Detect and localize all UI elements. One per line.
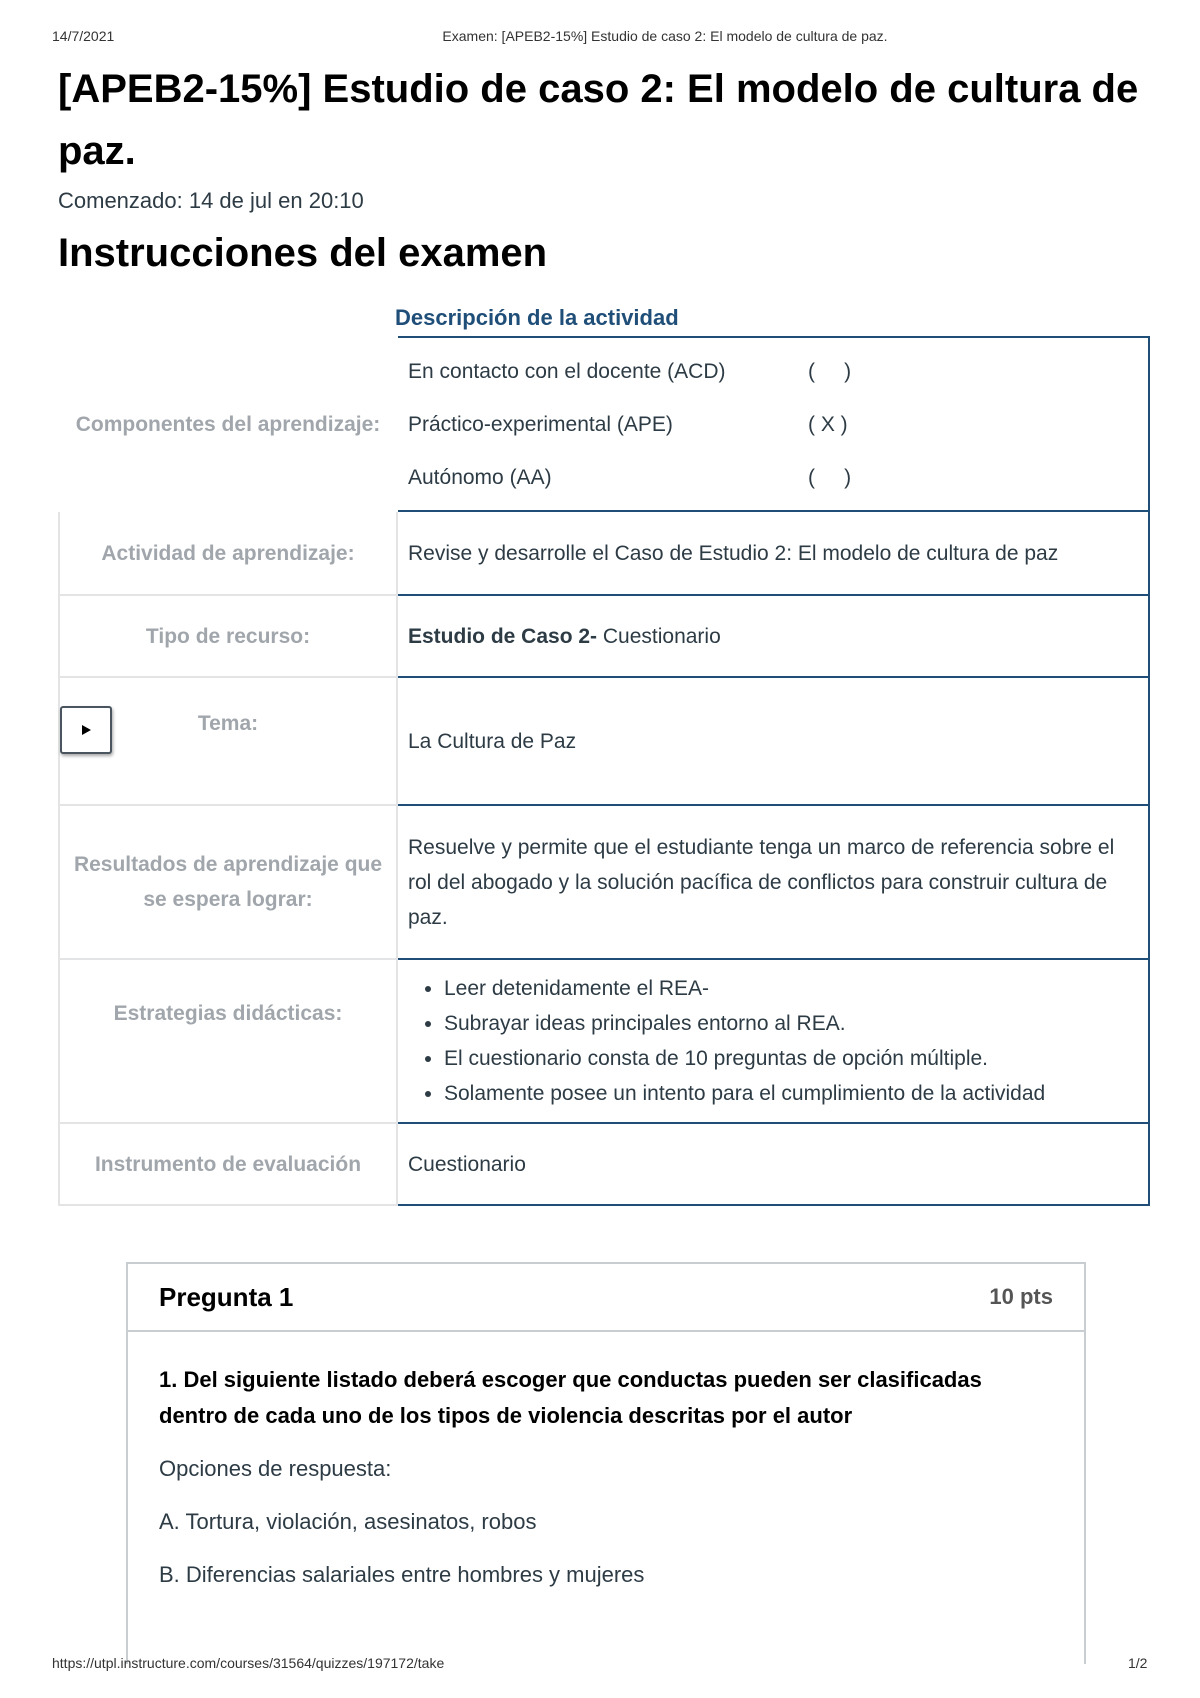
question-body: [128, 1332, 1084, 1593]
component-name: Autónomo (AA): [408, 465, 552, 489]
component-mark: ( ): [808, 465, 852, 489]
table-row: [59, 337, 1149, 511]
question-points: 10 pts: [989, 1284, 1053, 1309]
strategies-label: Estrategias didácticas:: [59, 959, 397, 1123]
started-timestamp: Comenzado: 14 de jul en 20:10: [58, 188, 364, 213]
print-page-number: 1/2: [1128, 1655, 1148, 1671]
play-icon: [79, 723, 93, 737]
instrument-value: Cuestionario: [397, 1123, 1149, 1205]
instrument-label: Instrumento de evaluación: [59, 1123, 397, 1205]
strategies-list: [408, 971, 1138, 1111]
print-date: 14/7/2021: [52, 28, 115, 44]
resource-label: Tipo de recurso:: [59, 595, 397, 677]
question-name: Pregunta 1: [159, 1281, 294, 1312]
list-item: • El cuestionario consta de 10 preguntas de opción múltiple.: [444, 1041, 1138, 1076]
strategies-cell: [397, 959, 1149, 1123]
component-name: En contacto con el docente (ACD): [408, 359, 726, 383]
print-header: [0, 28, 1200, 48]
print-document-title: Examen: [APEB2-15%] Estudio de caso 2: El modelo de cultura de paz.: [442, 28, 888, 44]
component-mark: ( X ): [808, 412, 848, 436]
results-value: Resuelve y permite que el estudiante tenga un marco de referencia sobre el rol del abogado y la solución pacífica de conflictos para construir cultura de paz.: [397, 805, 1149, 959]
table-row: [59, 511, 1149, 595]
resource-value-bold: Estudio de Caso 2-: [408, 624, 598, 648]
activity-description-heading: Descripción de la actividad: [395, 305, 679, 330]
answer-option: A. Tortura, violación, asesinatos, robos: [159, 1509, 537, 1534]
component-mark: ( ): [808, 359, 852, 383]
list-item: • Solamente posee un intento para el cumplimiento de la actividad: [444, 1076, 1138, 1111]
list-item: • Subrayar ideas principales entorno al REA.: [444, 1006, 1138, 1041]
list-item: • Leer detenidamente el REA-: [444, 971, 1138, 1006]
answer-option: B. Diferencias salariales entre hombres y mujeres: [159, 1562, 645, 1587]
activity-description-table: [58, 336, 1150, 1206]
components-label: Componentes del aprendizaje:: [59, 337, 397, 511]
quiz-content: [58, 58, 1148, 280]
table-row: [59, 805, 1149, 959]
options-label: Opciones de respuesta:: [159, 1456, 392, 1481]
page-title: [APEB2-15%] Estudio de caso 2: El modelo de cultura de paz.: [58, 67, 1139, 173]
results-label: Resultados de aprendizaje que se espera lograr:: [59, 805, 397, 959]
resource-value: [397, 595, 1149, 677]
question-header: [128, 1264, 1084, 1332]
list-item: [408, 451, 1138, 504]
topic-value: La Cultura de Paz: [397, 677, 1149, 805]
component-name: Práctico-experimental (APE): [408, 412, 673, 436]
question-card: [126, 1262, 1086, 1664]
table-row: [59, 595, 1149, 677]
table-row: [59, 677, 1149, 805]
activity-value: Revise y desarrolle el Caso de Estudio 2: El modelo de cultura de paz: [397, 511, 1149, 595]
expand-toggle-button[interactable]: [60, 706, 112, 754]
resource-value-rest: Cuestionario: [597, 624, 721, 648]
topic-label: Tema:: [197, 712, 259, 735]
list-item: [408, 398, 1138, 451]
print-url: https://utpl.instructure.com/courses/31564/quizzes/197172/take: [52, 1655, 445, 1671]
table-row: [59, 959, 1149, 1123]
activity-label: Actividad de aprendizaje:: [59, 511, 397, 595]
components-cell: [397, 337, 1149, 511]
question-text: 1. Del siguiente listado deberá escoger que conductas pueden ser clasificadas dentro de cada uno de los tipos de violencia descritas por el autor: [159, 1367, 982, 1428]
topic-label-cell: [59, 677, 397, 805]
table-row: [59, 1123, 1149, 1205]
list-item: [408, 345, 1138, 398]
instructions-heading: Instrucciones del examen: [58, 231, 548, 275]
